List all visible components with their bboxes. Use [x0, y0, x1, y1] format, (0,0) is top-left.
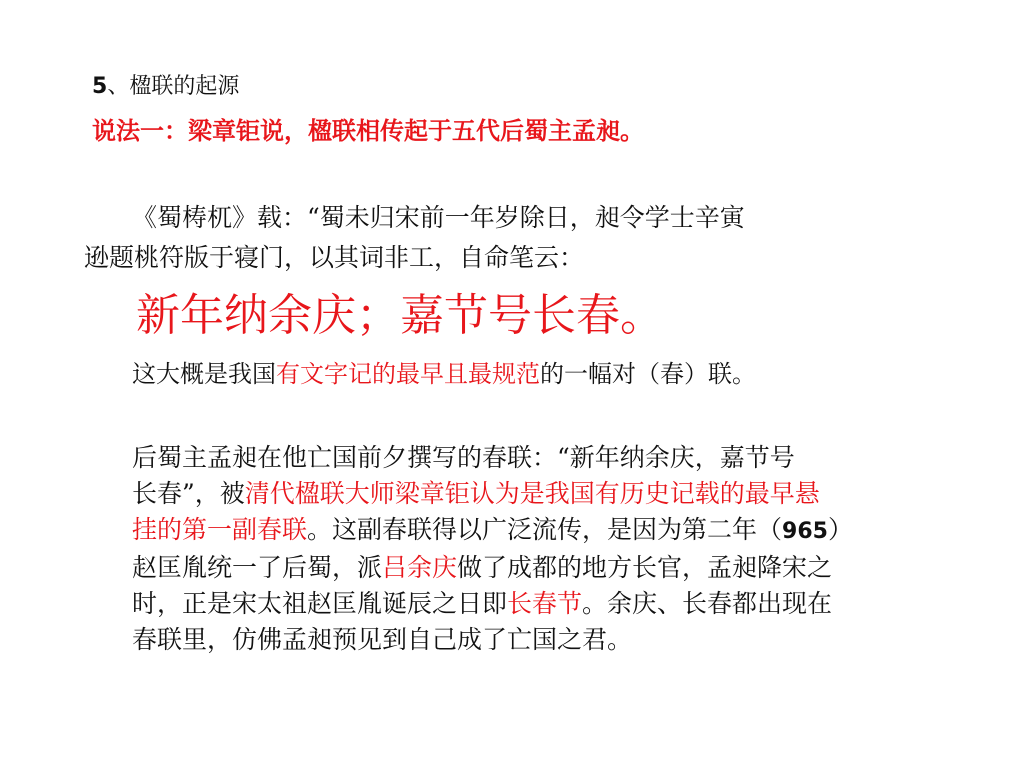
claim-statement: 说法一：梁章钜说，楹联相传起于五代后蜀主孟昶。 [92, 117, 644, 145]
story-line-5-highlight: 长春节 [507, 589, 583, 618]
quote-intro-paragraph [84, 198, 952, 278]
story-line-6: 春联里，仿佛孟昶预见到自己成了亡国之君。 [132, 625, 633, 654]
couplet-text: 新年纳余庆；嘉节号长春。 [136, 290, 664, 341]
section-number: 5 [92, 74, 108, 99]
story-paragraph [132, 440, 952, 658]
story-line-2-text: 长春”，被 [132, 479, 245, 508]
section-heading [92, 70, 239, 104]
comment-line [132, 356, 756, 392]
story-line-5-rest: 。余庆、长春都出现在 [582, 589, 833, 618]
comment-before: 这大概是我国 [132, 360, 276, 388]
comment-after: 的一幅对（春）联。 [540, 360, 756, 388]
section-title: 、楹联的起源 [107, 74, 240, 99]
story-line-5 [132, 586, 952, 622]
story-line-3-text: 。这副春联得以广泛流传，是因为第二年（ [307, 515, 783, 544]
story-line-1: 后蜀主孟昶在他亡国前夕撰写的春联：“新年纳余庆，嘉节号 [132, 443, 795, 472]
story-line-4-text: 赵匡胤统一了后蜀，派 [132, 553, 383, 582]
quote-intro-line-1: 《蜀梼杌》载：“蜀未归宋前一年岁除日，昶令学士辛寅 [132, 203, 745, 232]
story-line-4-highlight: 吕余庆 [382, 553, 458, 582]
story-line-2-highlight: 清代楹联大师梁章钜认为是我国有历史记载的最早悬 [244, 479, 820, 508]
story-line-3-highlight: 挂的第一副春联 [132, 515, 308, 544]
story-line-3 [132, 512, 952, 550]
story-line-4-rest: 做了成都的地方长官，孟昶降宋之 [457, 553, 833, 582]
quote-intro-line-2: 逊题桃符版于寝门，以其词非工，自命笔云： [84, 243, 585, 272]
story-line-2 [132, 476, 952, 512]
story-line-5-text: 时，正是宋太祖赵匡胤诞辰之日即 [132, 589, 508, 618]
comment-highlight: 有文字记的最早且最规范 [276, 360, 540, 388]
year-number: 965 [782, 519, 828, 544]
story-line-3-close: ） [827, 515, 853, 544]
story-line-4 [132, 550, 952, 586]
